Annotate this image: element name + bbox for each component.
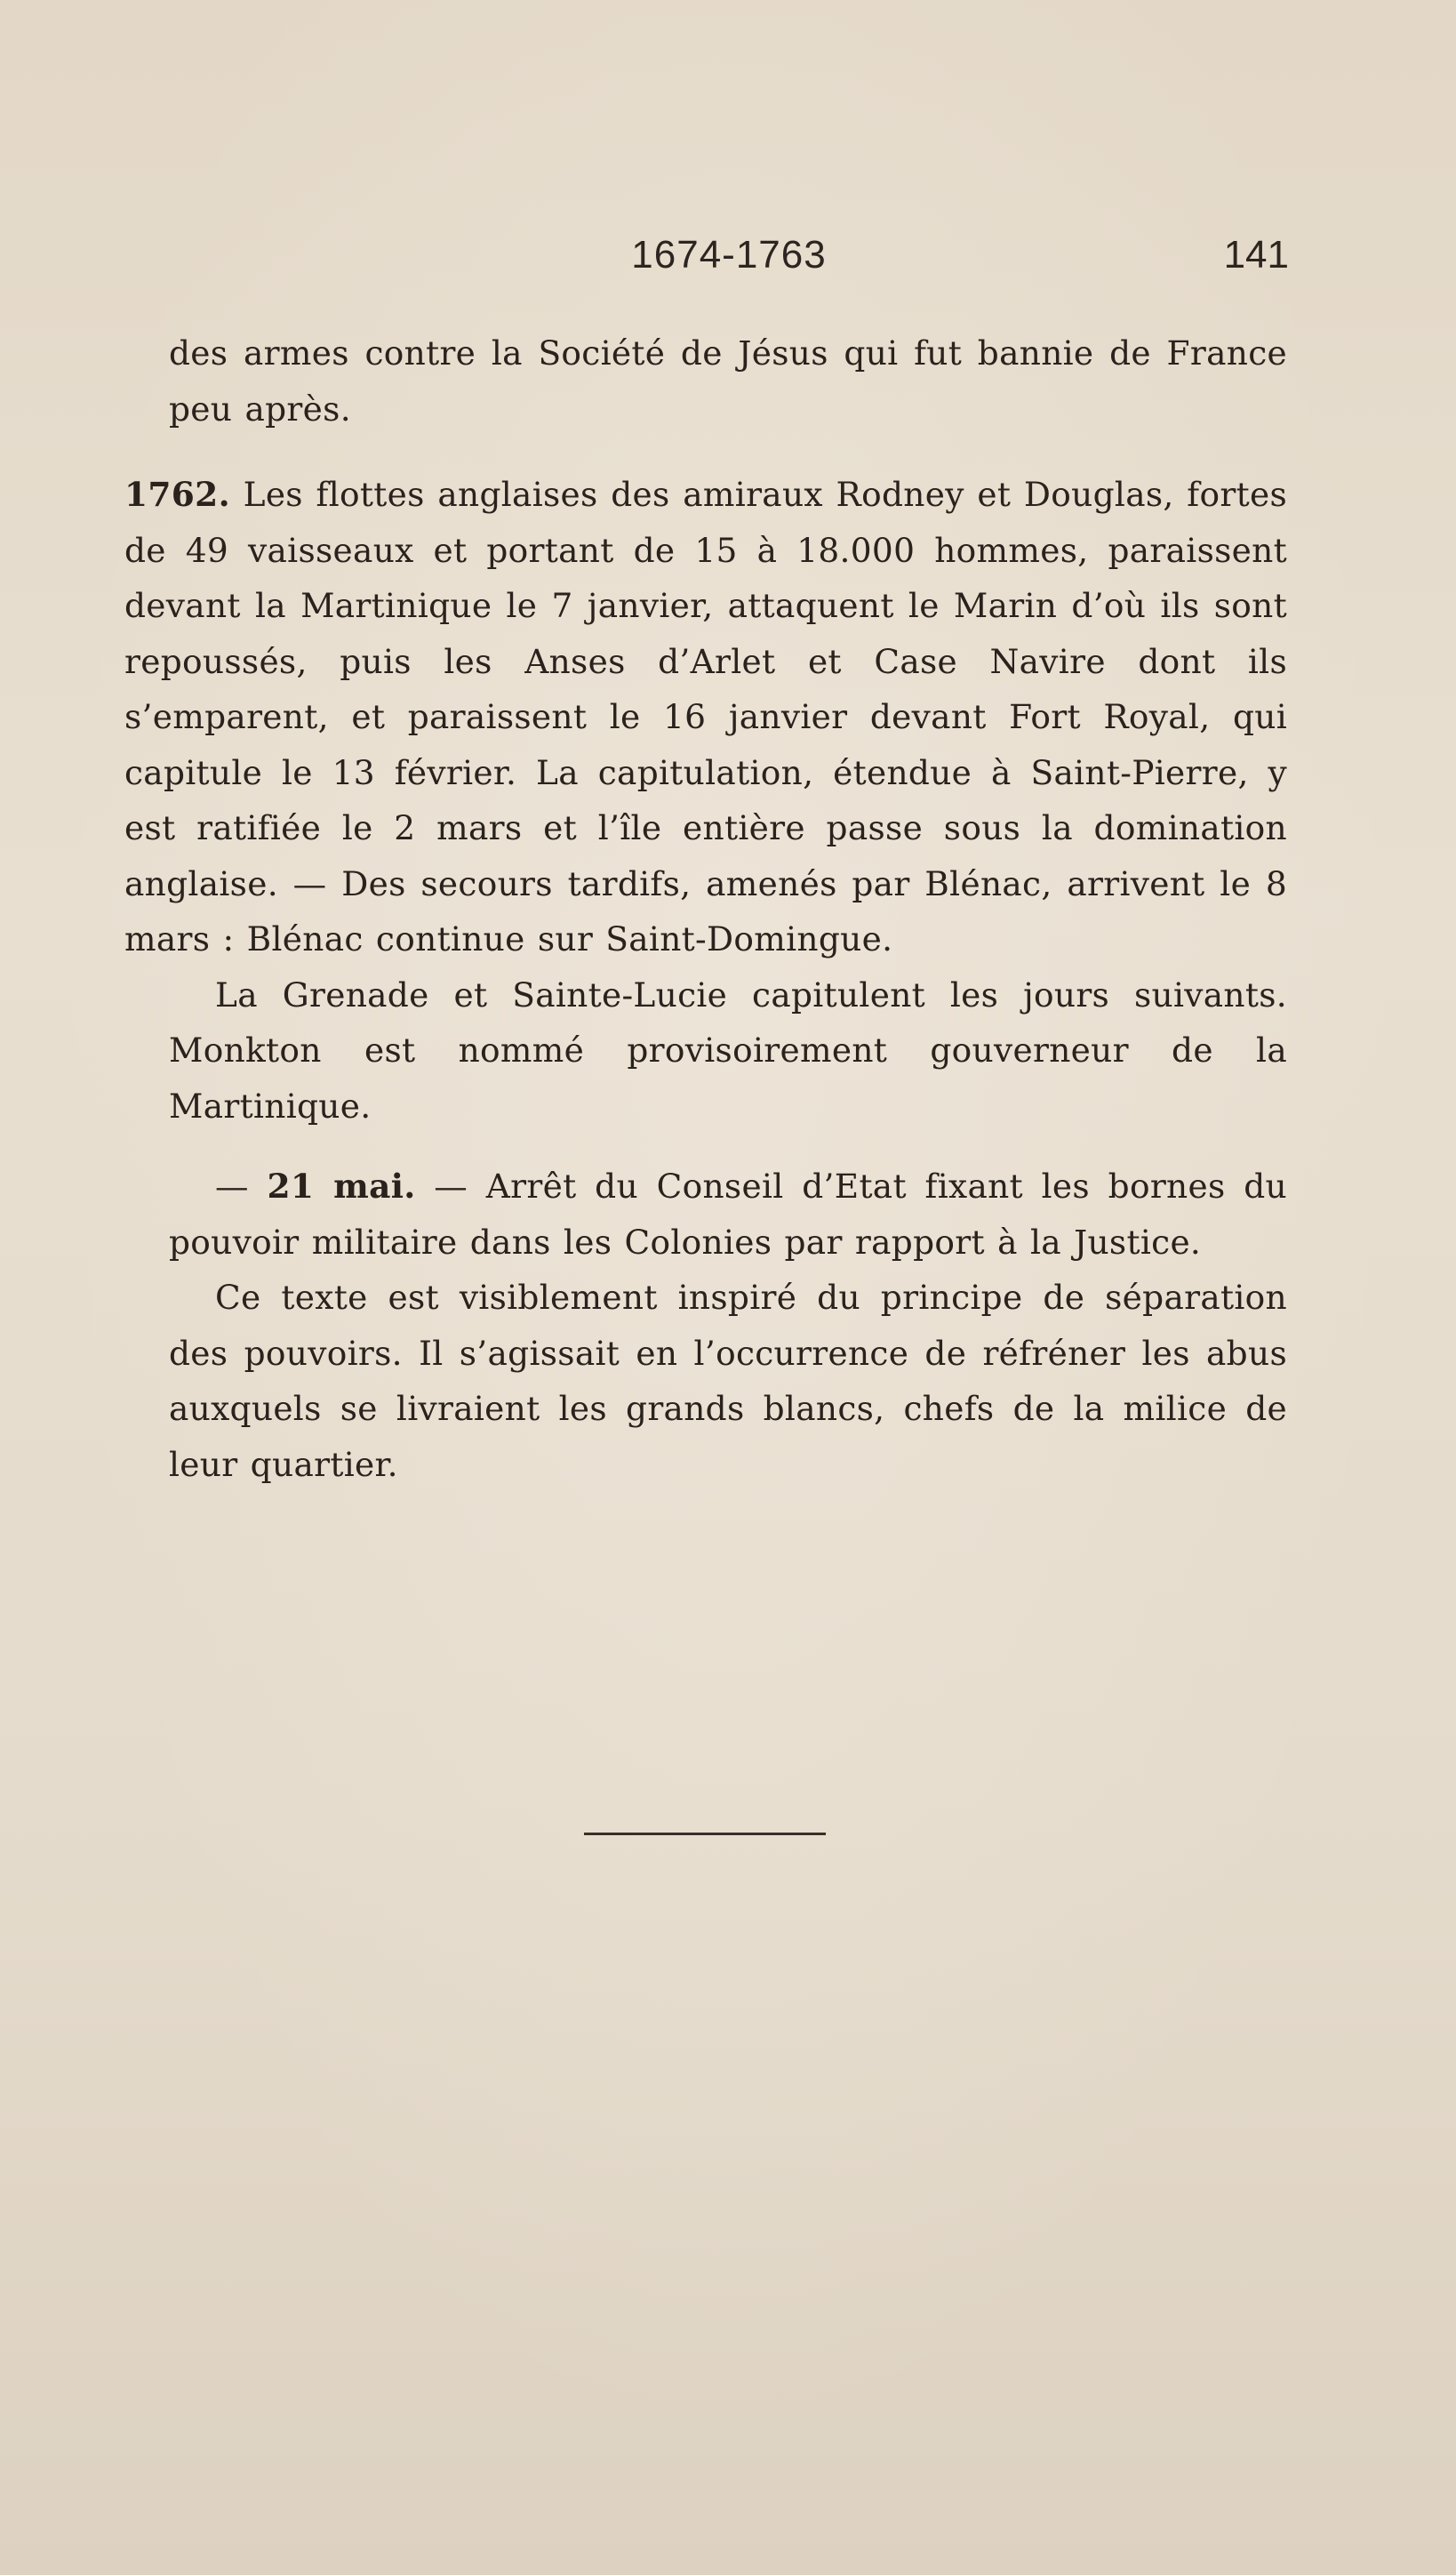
section-end-rule	[584, 1833, 826, 1835]
running-title: 1674-1763	[631, 233, 827, 277]
page-number: 141	[1223, 233, 1289, 277]
page-header	[169, 233, 1289, 286]
date-heading: 21 mai.	[267, 1167, 416, 1206]
paragraph-separation: Ce texte est visiblement inspiré du principe de séparation des pouvoirs. Il s’agissait en l’occurrence de réfréner les abus auxquels se livraient les grands blancs, chefs de la milice de leur quartier.	[169, 1278, 1287, 1484]
year-heading: 1762.	[124, 475, 230, 514]
paragraph-21-mai-text: — Arrêt du Conseil d’Etat fixant les bornes du pouvoir militaire dans les Colonies par rapport à la Justice.	[169, 1167, 1287, 1262]
paragraph-1762-text: Les flottes anglaises des amiraux Rodney et Douglas, fortes de 49 vaisseaux et portant de 15 à 18.000 hommes, paraissent devant la Martinique le 7 janvier, attaquent le Marin d’où ils sont repoussés, puis les Anses d’Arlet et Case Navire dont ils s’emparent, et paraissent le 16 janvier devant Fort Royal, qui capitule le 13 février. La capitulation, étendue à Saint-Pierre, y est ratifiée le 2 mars et l’île entière passe sous la domination anglaise. — Des secours tardifs, amenés par Blénac, arrivent le 8 mars : Blénac continue sur Saint-Domingue.	[124, 475, 1287, 959]
paragraph-1762	[124, 467, 1287, 967]
paragraph-21-mai	[169, 1159, 1287, 1270]
paragraph-grenade: La Grenade et Sainte-Lucie capitulent les jours suivants. Monkton est nommé provisoirement gouverneur de la Martinique.	[169, 975, 1287, 1126]
dash-lead: —	[215, 1167, 268, 1206]
body-text	[124, 325, 1287, 1492]
paragraph-continuation: des armes contre la Société de Jésus qui fut bannie de France peu après.	[169, 333, 1287, 429]
